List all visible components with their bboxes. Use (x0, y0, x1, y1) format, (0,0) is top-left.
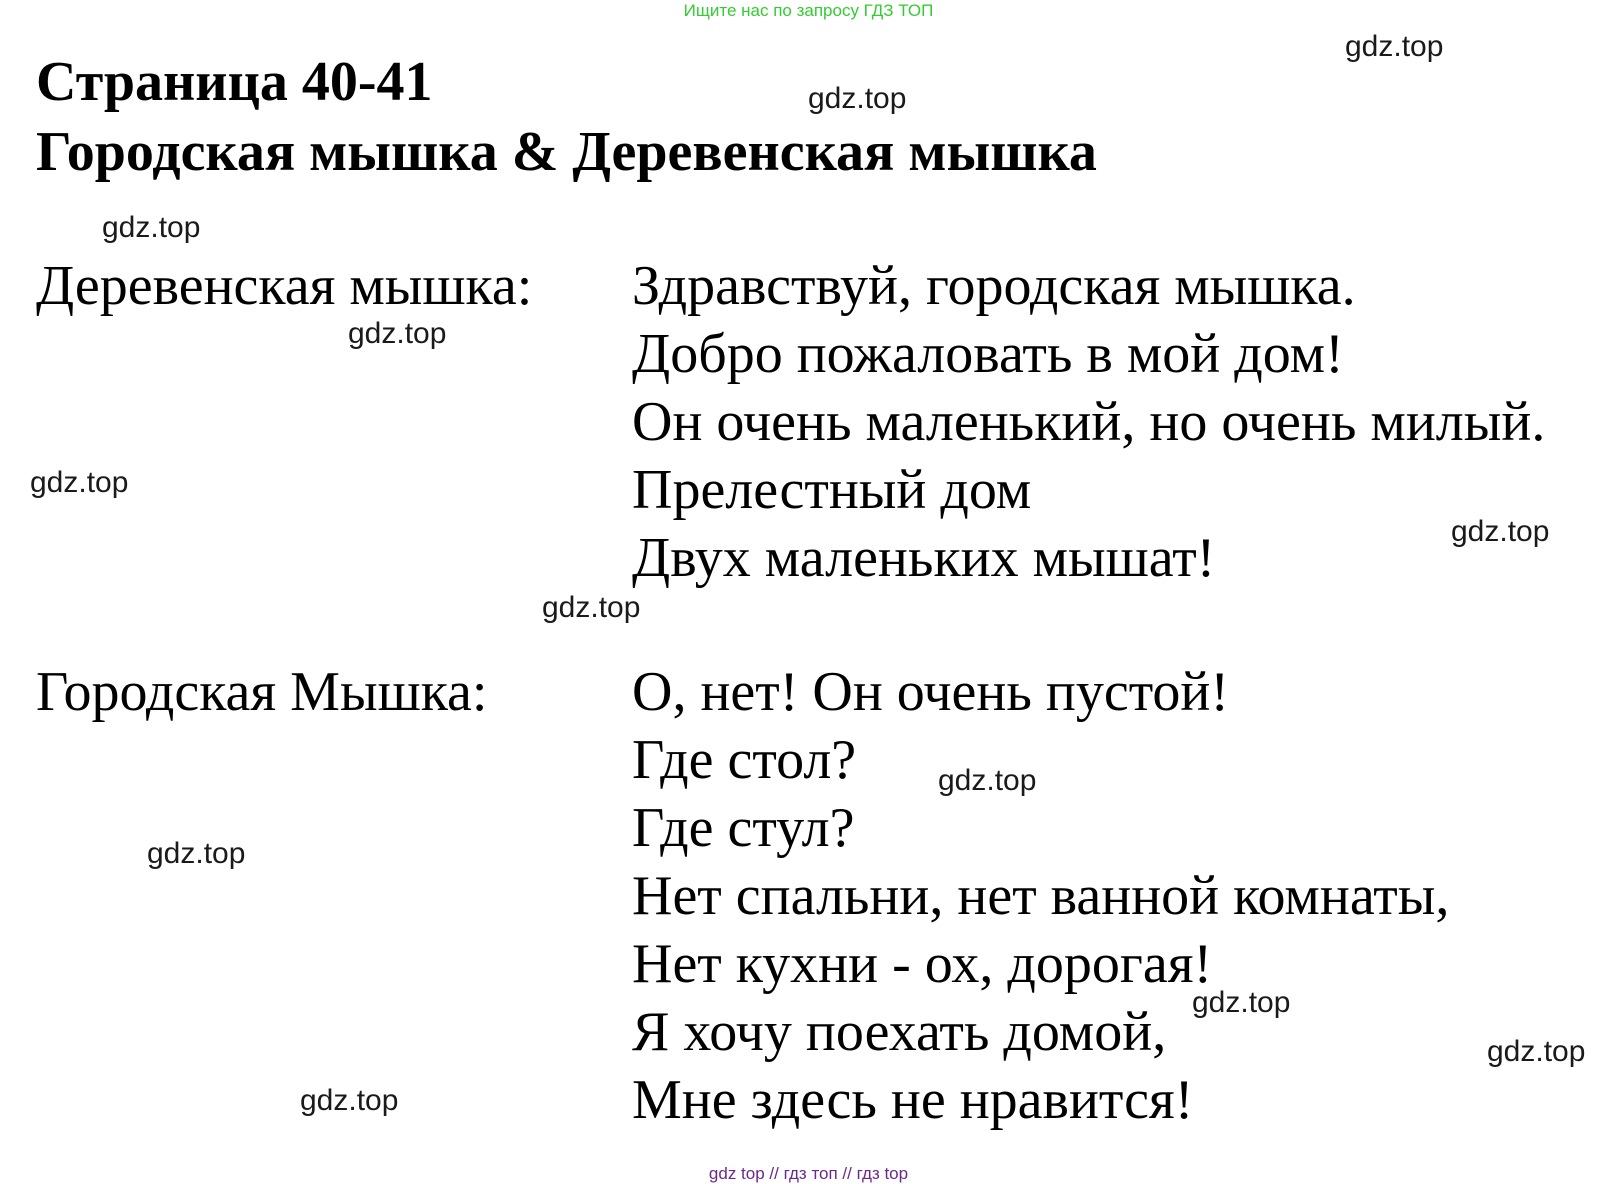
dialogue-line: Где стол? (632, 729, 857, 791)
footer-watermark: gdz top // гдз топ // гдз top (708, 1164, 909, 1183)
dialogue-line: Нет кухни - ох, дорогая! (632, 933, 1213, 995)
watermark: gdz.top (1451, 515, 1550, 548)
watermark: gdz.top (30, 466, 129, 499)
dialogue-line: Где стул? (632, 797, 855, 859)
page-title: Страница 40-41 (36, 51, 433, 113)
page-subtitle: Городская мышка & Деревенская мышка (36, 121, 1097, 183)
dialogue-line: Добро пожаловать в мой дом! (632, 323, 1344, 385)
country-mouse-lines (632, 252, 1545, 592)
watermark: gdz.top (1487, 1035, 1586, 1068)
dialogue-line: Я хочу поехать домой, (632, 1001, 1167, 1063)
dialogue-line: Прелестный дом (632, 459, 1032, 521)
watermark: gdz.top (808, 82, 907, 115)
watermark: gdz.top (542, 591, 641, 624)
watermark: gdz.top (300, 1084, 399, 1117)
speaker-town-mouse: Городская Мышка: (36, 661, 488, 723)
speaker-country-mouse: Деревенская мышка: (36, 255, 533, 317)
dialogue-line: Здравствуй, городская мышка. (632, 255, 1356, 317)
dialogue-line: О, нет! Он очень пустой! (632, 661, 1230, 723)
watermark: gdz.top (1192, 986, 1291, 1019)
dialogue-line: Мне здесь не нравится! (632, 1069, 1194, 1131)
dialogue-line: Двух маленьких мышат! (632, 527, 1216, 589)
watermark: gdz.top (1345, 30, 1444, 63)
dialogue-line: Он очень маленький, но очень милый. (632, 391, 1546, 453)
watermark: gdz.top (147, 837, 246, 870)
watermark: gdz.top (938, 764, 1037, 797)
town-mouse-lines (632, 658, 1449, 1134)
watermark: gdz.top (102, 211, 201, 244)
top-banner: Ищите нас по запросу ГДЗ ТОП (683, 1, 934, 20)
watermark: gdz.top (348, 317, 447, 350)
dialogue-line: Нет спальни, нет ванной комнаты, (632, 865, 1450, 927)
